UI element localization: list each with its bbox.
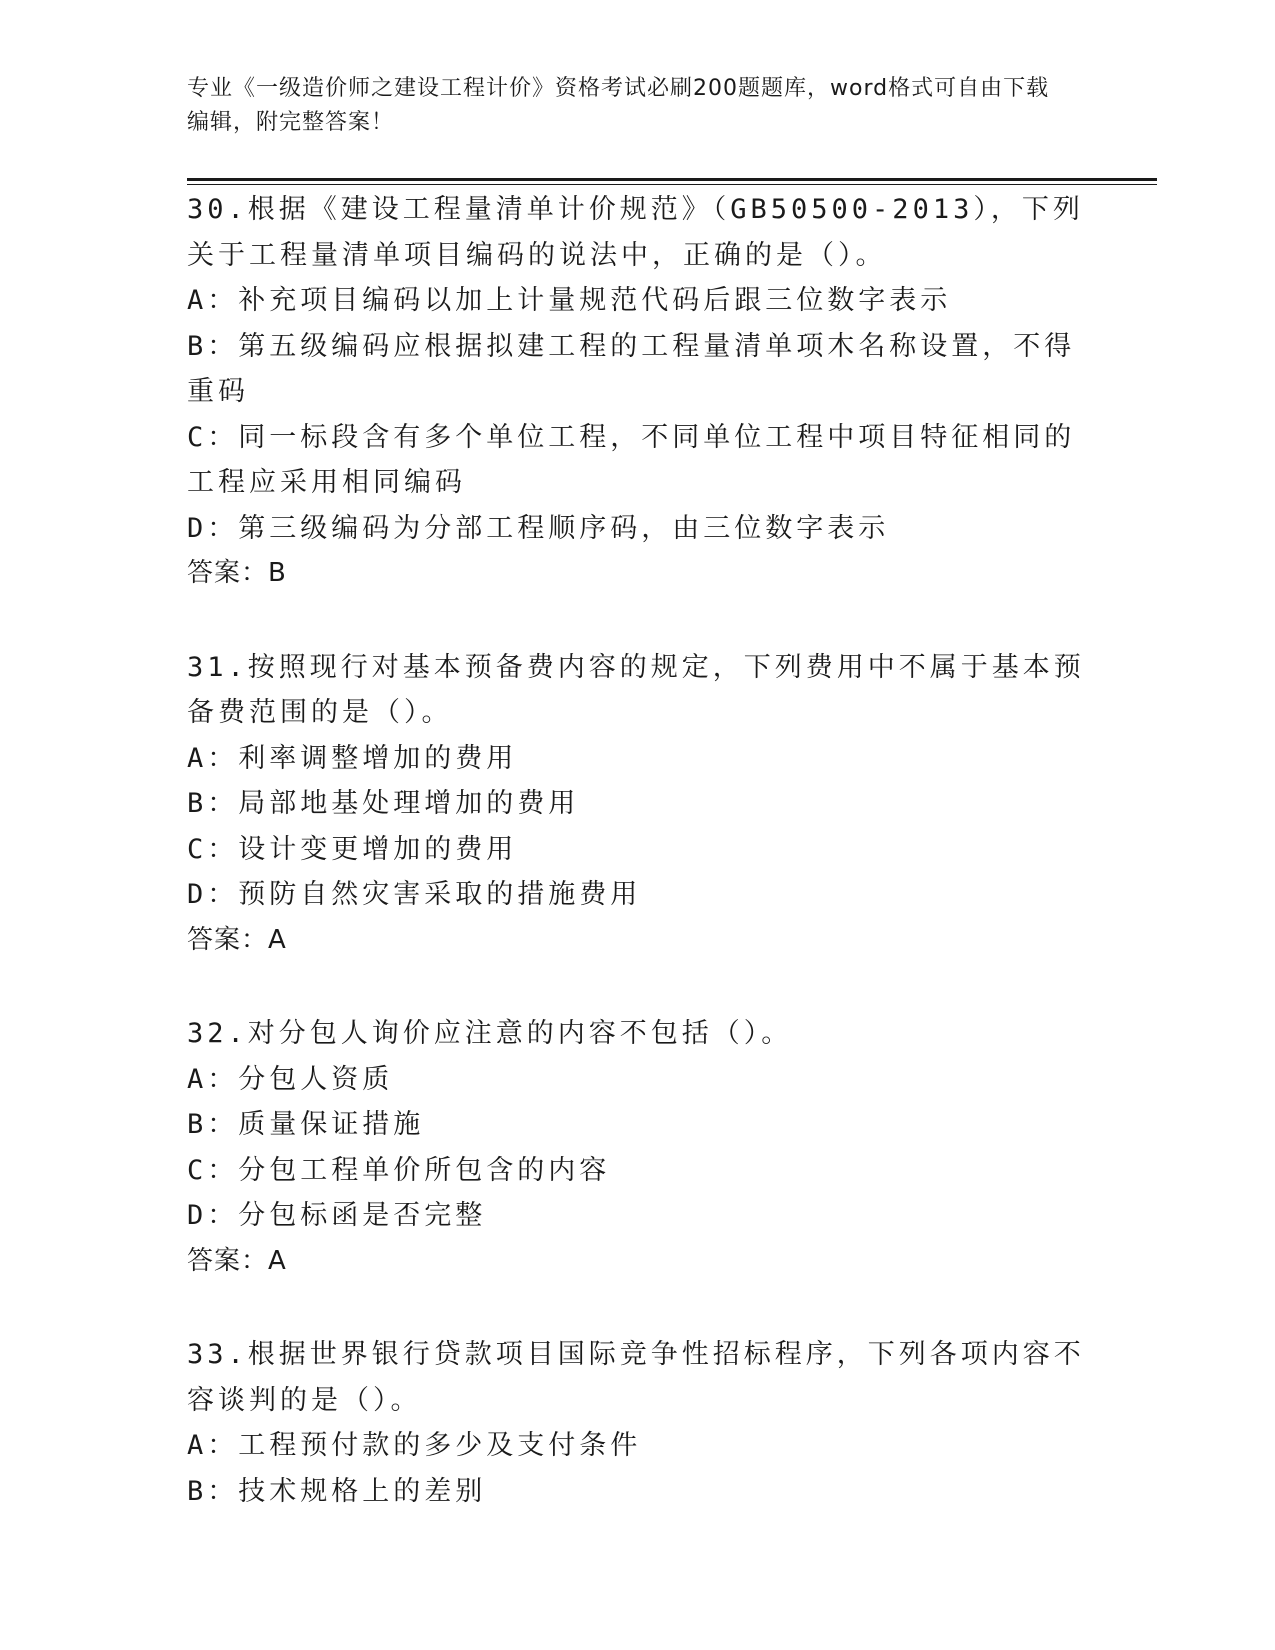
option-a: A：利率调整增加的费用 (187, 742, 518, 774)
question-list (187, 187, 1087, 1514)
option-c: C：设计变更增加的费用 (187, 833, 518, 865)
option-b: B：技术规格上的差别 (187, 1475, 487, 1507)
option-d: D：分包标函是否完整 (187, 1200, 487, 1231)
question-stem: 32.对分包人询价应注意的内容不包括（）。 (187, 1018, 793, 1049)
option-d: D：第三级编码为分部工程顺序码，由三位数字表示 (187, 512, 890, 544)
spacer (187, 597, 1087, 645)
option-b: B：局部地基处理增加的费用 (187, 788, 580, 819)
option-d: D：预防自然灾害采取的措施费用 (187, 879, 642, 910)
question-stem: 33.根据世界银行贷款项目国际竞争性招标程序，下列各项内容不容谈判的是（）。 (187, 1339, 1085, 1416)
answer: 答案：B (187, 558, 287, 588)
document-header: 专业《一级造价师之建设工程计价》资格考试必刷200题题库，word格式可自由下载编辑，附完整答案！ (187, 76, 1050, 135)
option-c: C：同一标段含有多个单位工程，不同单位工程中项目特征相同的工程应采用相同编码 (187, 421, 1076, 498)
question-stem: 31.按照现行对基本预备费内容的规定，下列费用中不属于基本预备费范围的是（）。 (187, 651, 1085, 728)
option-b: B：质量保证措施 (187, 1109, 425, 1140)
option-b: B：第五级编码应根据拟建工程的工程量清单项木名称设置，不得重码 (187, 330, 1076, 407)
option-a: A：补充项目编码以加上计量规范代码后跟三位数字表示 (187, 285, 952, 316)
option-c: C：分包工程单价所包含的内容 (187, 1154, 611, 1186)
question-33 (187, 1332, 1087, 1514)
spacer (187, 963, 1087, 1011)
header-rule-thick (187, 178, 1157, 181)
question-30 (187, 187, 1087, 597)
question-32 (187, 1011, 1087, 1284)
question-stem: 30.根据《建设工程量清单计价规范》（GB50500-2013），下列关于工程量清单项目编码的说法中，正确的是（）。 (187, 194, 1084, 271)
header-rule-thin (187, 184, 1157, 185)
answer: 答案：A (187, 924, 287, 955)
spacer (187, 1284, 1087, 1332)
answer: 答案：A (187, 1245, 287, 1276)
option-a: A：工程预付款的多少及支付条件 (187, 1430, 642, 1461)
option-a: A：分包人资质 (187, 1063, 394, 1095)
question-31 (187, 645, 1087, 964)
